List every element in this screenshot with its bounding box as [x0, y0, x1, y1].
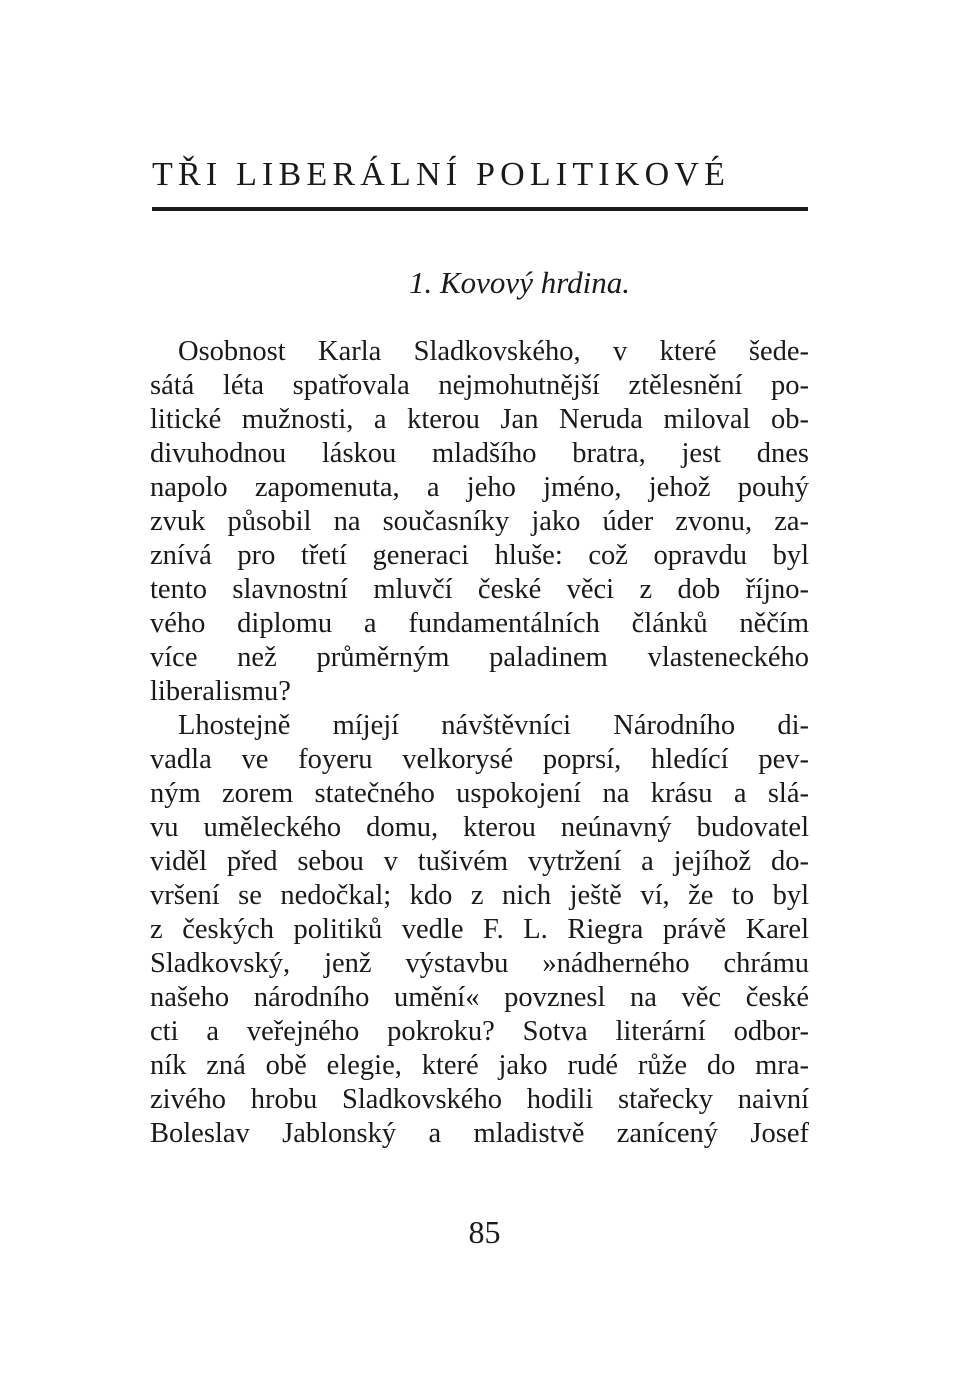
title-rule	[152, 207, 808, 211]
text-line: Boleslav Jablonský a mladistvě zanícený Josef	[150, 1118, 809, 1149]
text-line: Lhostejně míjejí návštěvníci Národního di-	[178, 710, 809, 741]
text-line: napolo zapomenuta, a jeho jméno, jehož pouhý	[150, 472, 809, 503]
text-line: znívá pro třetí generaci hluše: což opravdu byl	[150, 540, 809, 571]
text-line: vu uměleckého domu, kterou neúnavný budovatel	[150, 812, 809, 843]
text-line: cti a veřejného pokroku? Sotva literární odbor-	[150, 1016, 809, 1047]
text-line: více než průměrným paladinem vlasteneckého	[150, 642, 809, 673]
text-line: z českých politiků vedle F. L. Riegra právě Karel	[150, 914, 809, 945]
page-number: 85	[468, 1214, 501, 1250]
text-line: sátá léta spatřovala nejmohutnější ztělesnění po-	[150, 370, 809, 401]
paragraph-1	[150, 335, 809, 709]
text-line: litické mužnosti, a kterou Jan Neruda miloval ob-	[150, 404, 809, 435]
text-line: zivého hrobu Sladkovského hodili stařecky naivní	[150, 1084, 809, 1115]
text-line: tento slavnostní mluvčí české věci z dob říjno-	[150, 574, 809, 605]
text-line: liberalismu?	[150, 676, 291, 707]
paragraph-2	[150, 709, 809, 1151]
body-text	[150, 335, 809, 1151]
text-line: divuhodnou láskou mladšího bratra, jest dnes	[150, 438, 809, 469]
text-line: vadla ve foyeru velkorysé poprsí, hledící pev-	[150, 744, 809, 775]
text-line: vršení se nedočkal; kdo z nich ještě ví, že to byl	[150, 880, 809, 911]
text-line: Sladkovský, jenž výstavbu »nádherného chrámu	[150, 948, 809, 979]
text-line: ník zná obě elegie, které jako rudé růže do mra-	[150, 1050, 809, 1081]
text-line: našeho národního umění« povznesl na věc české	[150, 982, 809, 1013]
text-line: Osobnost Karla Sladkovského, v které šede-	[178, 336, 809, 367]
text-line: vého diplomu a fundamentálních článků něčím	[150, 608, 809, 639]
text-line: ným zorem statečného uspokojení na krásu a slá-	[150, 778, 809, 809]
text-line: zvuk působil na současníky jako úder zvonu, za-	[150, 506, 809, 537]
chapter-title: TŘI LIBERÁLNÍ POLITIKOVÉ	[152, 156, 731, 193]
section-title: 1. Kovový hrdina.	[409, 265, 630, 300]
text-line: viděl před sebou v tušivém vytržení a jejíhož do-	[150, 846, 809, 877]
